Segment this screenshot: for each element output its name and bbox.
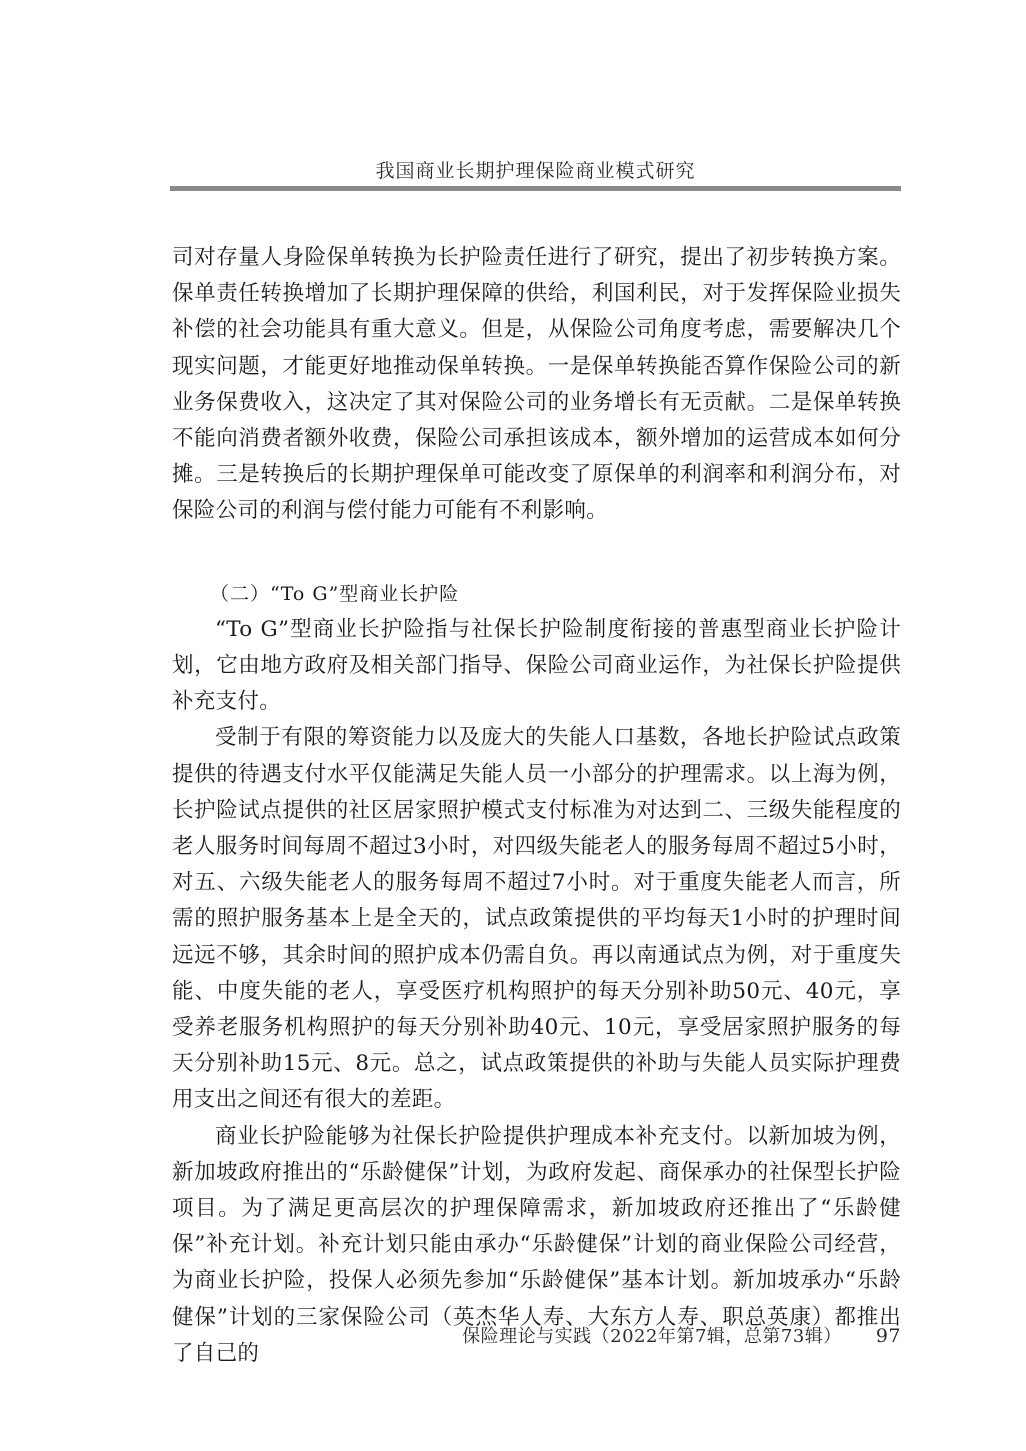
page-number: 97 (875, 1325, 901, 1347)
body-text (172, 240, 901, 1372)
paragraph-continued: 司对存量人身险保单转换为长护险责任进行了研究，提出了初步转换方案。保单责任转换增加了长期护理保障的供给，利国利民，对于发挥保险业损失补偿的社会功能具有重大意义。但是，从保险公司角度考虑，需要解决几个现实问题，才能更好地推动保单转换。一是保单转换能否算作保险公司的新业务保费收入，这决定了其对保险公司的业务增长有无贡献。二是保单转换不能向消费者额外收费，保险公司承担该成本，额外增加的运营成本如何分摊。三是转换后的长期护理保单可能改变了原保单的利润率和利润分布，对保险公司的利润与偿付能力可能有不利影响。 (172, 245, 901, 524)
paragraph-constraints: 受制于有限的筹资能力以及庞大的失能人口基数，各地长护险试点政策提供的待遇支付水平仅能满足失能人员一小部分的护理需求。以上海为例，长护险试点提供的社区居家照护模式支付标准为对达到二、三级失能程度的老人服务时间每周不超过3小时，对四级失能老人的服务每周不超过5小时，对五、六级失能老人的服务每周不超过7小时。对于重度失能老人而言，所需的照护服务基本上是全天的，试点政策提供的平均每天1小时的护理时间远远不够，其余时间的照护成本仍需自负。再以南通试点为例，对于重度失能、中度失能的老人，享受医疗机构照护的每天分别补助50元、40元，享受养老服务机构照护的每天分别补助40元、10元，享受居家照护服务的每天分别补助15元、8元。总之，试点政策提供的补助与失能人员实际护理费用支出之间还有很大的差距。 (172, 725, 901, 1113)
section-heading: （二）“To G”型商业长护险 (210, 582, 460, 605)
page-footer (462, 1322, 901, 1348)
header-rule (170, 186, 901, 191)
journal-citation: 保险理论与实践（2022年第7辑，总第73辑） (462, 1326, 842, 1347)
paragraph-definition: “To G”型商业长护险指与社保长护险制度衔接的普惠型商业长护险计划，它由地方政府及相关部门指导、保险公司商业运作，为社保长护险提供补充支付。 (172, 616, 901, 715)
paragraph-singapore: 商业长护险能够为社保长护险提供护理成本补充支付。以新加坡为例，新加坡政府推出的“乐龄健保”计划，为政府发起、商保承办的社保型长护险项目。为了满足更高层次的护理保障需求，新加坡政府还推出了“乐龄健保”补充计划。补充计划只能由承办“乐龄健保”计划的商业保险公司经营，为商业长护险，投保人必须先参加“乐龄健保”基本计划。新加坡承办“乐龄健保”计划的三家保险公司（英杰华人寿、大东方人寿、职总英康）都推出了自己的 (172, 1123, 901, 1366)
running-header-title: 我国商业长期护理保险商业模式研究 (375, 160, 696, 182)
